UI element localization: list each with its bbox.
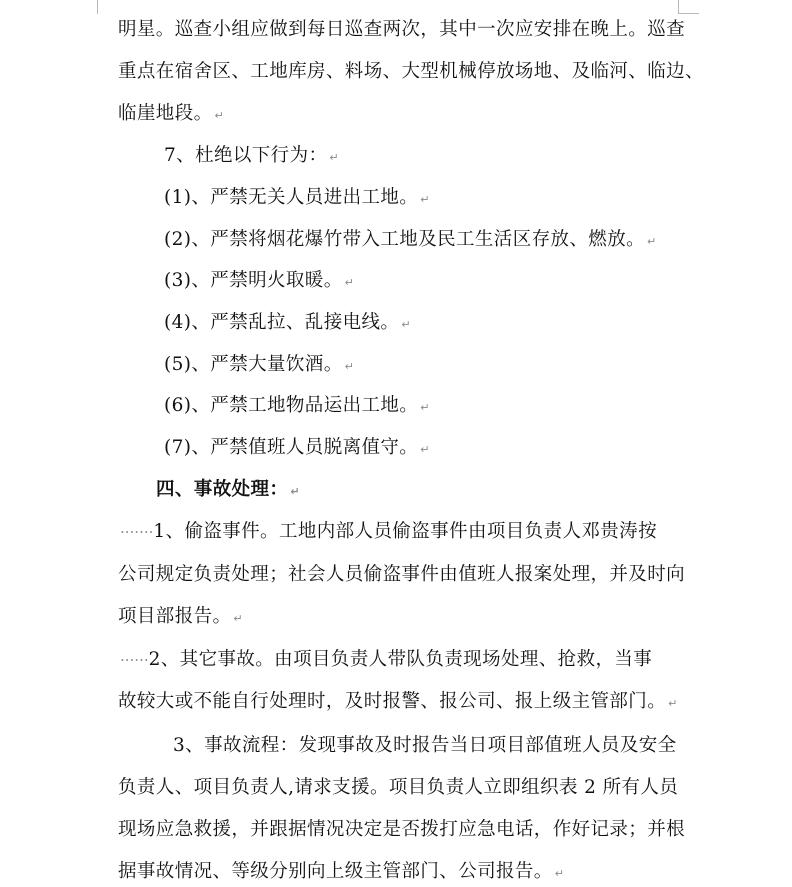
list-title: 7、杜绝以下行为： ↵	[164, 145, 339, 166]
paragraph-mark: ↵	[420, 193, 430, 206]
list-item: (2)、严禁将烟花爆竹带入工地及民工生活区存放、燃放。 ↵	[164, 229, 657, 250]
paragraph-mark: ↵	[668, 697, 678, 710]
section-heading: 四、事故处理： ↵	[156, 479, 300, 500]
body-line: 负责人、项目负责人,请求支援。项目负责人立即组织表 2 所有人员	[118, 777, 679, 798]
list-item: (5)、严禁大量饮酒。 ↵	[164, 354, 355, 375]
body-line: 临崖地段。 ↵	[118, 103, 225, 124]
body-line: 据事故情况、等级分别向上级主管部门、公司报告。 ↵	[118, 861, 565, 882]
leader-dots: ······	[120, 651, 149, 669]
body-line: 明星。巡查小组应做到每日巡查两次，其中一次应安排在晚上。巡查	[118, 19, 686, 40]
leader-dots: ·······	[120, 523, 154, 541]
paragraph-mark: ↵	[344, 360, 355, 373]
paragraph-mark: ↵	[420, 401, 430, 414]
body-line: 重点在宿舍区、工地库房、料场、大型机械停放场地、及临河、临边、	[118, 61, 704, 82]
paragraph-mark: ↵	[290, 485, 300, 498]
body-line: 3、事故流程：发现事故及时报告当日项目部值班人员及安全	[173, 735, 677, 756]
body-line: 项目部报告。 ↵	[118, 606, 244, 627]
list-item: (4)、严禁乱拉、乱接电线。 ↵	[164, 312, 411, 333]
body-line: 故较大或不能自行处理时，及时报警、报公司、报上级主管部门。 ↵	[118, 691, 678, 712]
paragraph-mark: ↵	[420, 443, 430, 456]
body-line: 现场应急救援，并跟据情况决定是否拨打应急电话，作好记录；并根	[118, 819, 686, 840]
paragraph-mark: ↵	[554, 867, 565, 880]
paragraph-mark: ↵	[344, 276, 355, 289]
body-line: 公司规定负责处理；社会人员偷盗事件由值班人报案处理，并及时向	[118, 564, 686, 585]
list-item: (6)、严禁工地物品运出工地。 ↵	[164, 395, 430, 416]
list-item: (7)、严禁值班人员脱离值守。 ↵	[164, 437, 430, 458]
paragraph-mark: ↵	[329, 151, 339, 164]
list-item: (1)、严禁无关人员进出工地。 ↵	[164, 187, 430, 208]
body-line: ······2、其它事故。由项目负责人带队负责现场处理、抢救，当事	[120, 649, 653, 670]
list-item: (3)、严禁明火取暖。 ↵	[164, 270, 355, 291]
paragraph-mark: ↵	[647, 235, 657, 248]
paragraph-mark: ↵	[233, 612, 244, 625]
paragraph-mark: ↵	[401, 318, 411, 331]
body-line: ·······1、偷盗事件。工地内部人员偷盗事件由项目负责人邓贵涛按	[120, 521, 657, 542]
paragraph-mark: ↵	[214, 109, 225, 122]
